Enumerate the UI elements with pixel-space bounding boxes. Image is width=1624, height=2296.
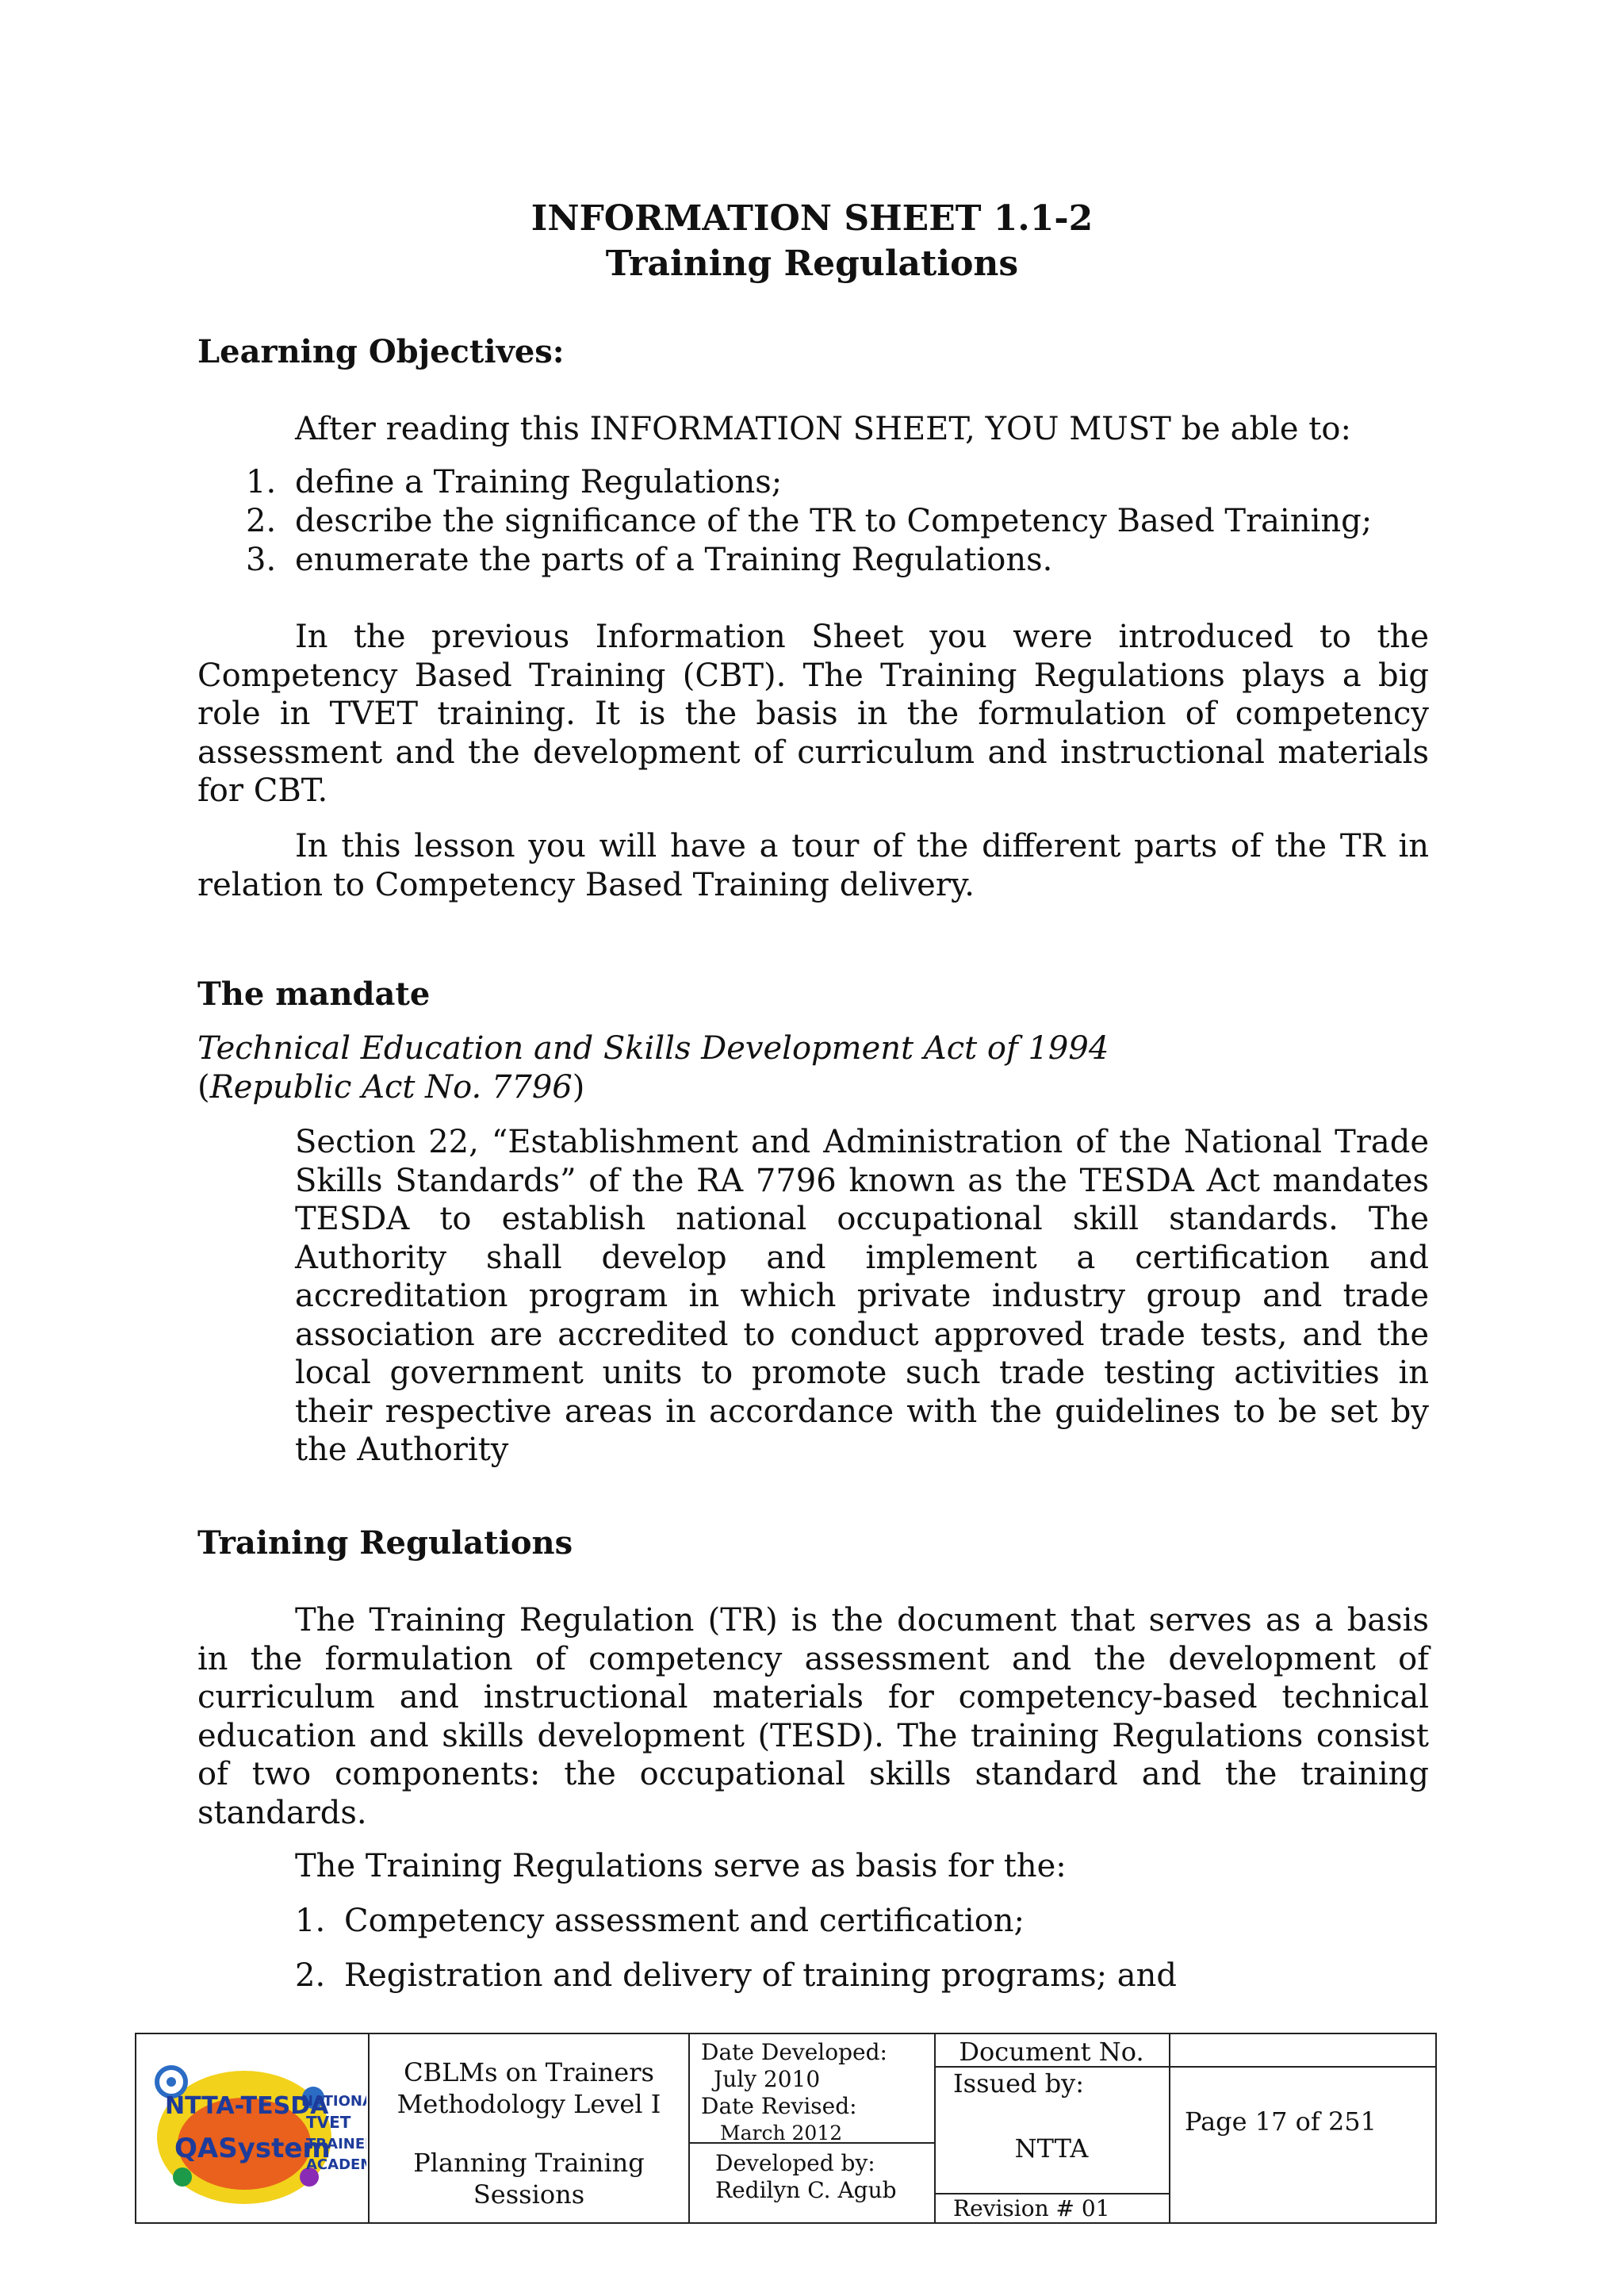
objectives-heading: Learning Objectives: — [197, 333, 565, 370]
module-line-2: Methodology Level I — [396, 2089, 661, 2119]
list-number: 2. — [246, 503, 277, 539]
revision-number: Revision # 01 — [953, 2195, 1110, 2221]
list-item — [295, 1956, 1177, 2010]
logo-line-1: NTTA-TESDA — [165, 2092, 329, 2120]
logo-graphic-icon — [151, 2050, 366, 2209]
divider — [1169, 2034, 1170, 2222]
logo-side-4: ACADE — [306, 2156, 361, 2173]
tr-basis-list — [295, 1901, 1177, 2010]
list-text: define a Training Regulations; — [295, 464, 783, 500]
list-item — [197, 463, 1372, 502]
paren-open: ( — [197, 1069, 210, 1106]
list-text: enumerate the parts of a Training Regulations. — [295, 542, 1053, 578]
logo-line-2: QASystem — [174, 2133, 331, 2164]
paren-close: ) — [572, 1069, 585, 1106]
divider — [688, 2034, 690, 2222]
intro-paragraph-2: In this lesson you will have a tour of the different parts of the TR in relation to Competency Based Training delivery. — [197, 828, 1429, 903]
list-item — [197, 541, 1372, 580]
document-no-label: Document No. — [959, 2037, 1144, 2067]
document-footer — [135, 2033, 1437, 2224]
date-revised-label: Date Revised: — [701, 2093, 857, 2119]
list-number: 1. — [246, 464, 277, 500]
date-developed-value: July 2010 — [714, 2066, 821, 2092]
list-item — [197, 502, 1372, 541]
ntta-logo — [151, 2050, 366, 2209]
list-number: 3. — [246, 542, 277, 578]
tr-paragraph-2: The Training Regulations serve as basis for the: — [295, 1848, 1067, 1884]
page-number: Page 17 of 251 — [1185, 2106, 1377, 2137]
issued-by-value: NTTA — [1014, 2133, 1089, 2164]
session-title — [370, 2147, 688, 2210]
logo-side-1: NATION — [301, 2093, 362, 2110]
training-regulations-heading: Training Regulations — [197, 1524, 573, 1562]
session-line-1: Planning Training — [413, 2148, 645, 2178]
logo-side-2: TVET — [306, 2113, 351, 2132]
developed-by-label: Developed by: — [715, 2150, 875, 2176]
objectives-intro: After reading this INFORMATION SHEET, YOU MUST be able to: — [295, 411, 1351, 447]
list-item — [295, 1901, 1177, 1956]
list-text: describe the significance of the TR to Competency Based Training; — [295, 503, 1373, 539]
divider — [934, 2193, 1169, 2194]
module-line-1: CBLMs on Trainers — [404, 2057, 654, 2087]
date-developed-label: Date Developed: — [701, 2039, 887, 2065]
intro-paragraph-1: In the previous Information Sheet you were introduced to the Competency Based Training (CBT). The Training Regulations plays a big role in TVET training. It is the basis in the formulation of competency assessment and the development of curriculum and instructional materials for CBT. — [197, 619, 1429, 809]
act-number: Republic Act No. 7796 — [209, 1069, 573, 1106]
date-revised-value: March 2012 — [720, 2122, 843, 2145]
list-text: Registration and delivery of training programs; and — [344, 1957, 1177, 1994]
logo-side-3: TRAINE — [306, 2136, 366, 2152]
tr-paragraph-1: The Training Regulation (TR) is the document that serves as a basis in the formulation of competency assessment and the development of curriculum and instructional materials for competency-based technical education and skills development (TESD). The training Regulations consist of two components: the occupational skills standard and the training standards. — [197, 1602, 1429, 1831]
issued-by-label: Issued by: — [953, 2068, 1085, 2099]
list-number: 2. — [295, 1957, 326, 1994]
mandate-heading: The mandate — [197, 976, 431, 1013]
sheet-title: INFORMATION SHEET 1.1-2 — [530, 198, 1094, 239]
list-number: 1. — [295, 1903, 326, 1939]
module-title — [370, 2056, 688, 2120]
act-number-line — [197, 1068, 584, 1107]
objectives-list — [197, 463, 1372, 580]
session-line-2: Sessions — [473, 2179, 585, 2210]
list-text: Competency assessment and certification; — [344, 1903, 1025, 1939]
act-title: Technical Education and Skills Development Act of 1994 — [197, 1030, 1109, 1067]
sheet-subtitle: Training Regulations — [605, 243, 1019, 284]
section-22-text: Section 22, “Establishment and Administration of the National Trade Skills Standards” of the RA 7796 known as the TESDA Act mandates TESDA to establish national occupational skill standards. The Authority shall develop and implement a certification and accreditation program in which private industry group and trade association are accredited to conduct approved trade tests, and the local government units to promote such trade testing activities in their respective areas in accordance with the guidelines to be set by the Authority — [295, 1124, 1429, 1468]
developed-by-value: Redilyn C. Agub — [715, 2177, 897, 2203]
